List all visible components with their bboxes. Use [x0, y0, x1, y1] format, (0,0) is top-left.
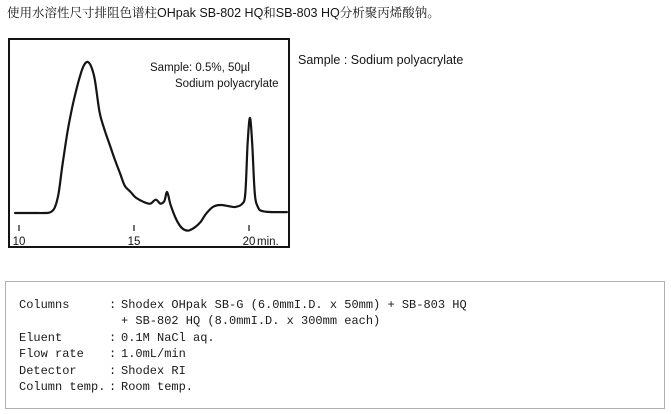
spec-label: Columns: [19, 298, 70, 312]
spec-separator: :: [109, 298, 117, 312]
spec-value: Room temp.: [121, 379, 194, 394]
spec-row-columns: [19, 297, 664, 313]
page-title: 使用水溶性尺寸排阻色谱柱OHpak SB-802 HQ和SB-803 HQ分析聚丙烯酸钠。: [7, 6, 440, 20]
spec-separator: :: [109, 363, 117, 378]
spec-value: Shodex RI: [121, 363, 186, 378]
spec-table: [5, 281, 665, 409]
chart-sample-annotation-line1: Sample: 0.5%, 50µl: [150, 62, 250, 74]
spec-label: Column temp.: [19, 379, 106, 394]
chromatogram-figure: [8, 38, 290, 248]
sample-note: Sample : Sodium polyacrylate: [298, 53, 464, 67]
spec-separator: :: [109, 330, 117, 345]
spec-value: Shodex OHpak SB-G (6.0mmI.D. x 50mm) + SB-803 HQ: [121, 298, 467, 312]
x-axis-unit-label: min.: [257, 236, 279, 246]
spec-row-columns-continued: [19, 313, 664, 329]
spec-label: Flow rate: [19, 347, 84, 362]
chart-sample-annotation-line2: Sodium polyacrylate: [175, 78, 279, 90]
spec-label: Eluent: [19, 330, 63, 345]
spec-row-column-temp: [19, 379, 664, 395]
x-axis-tick-label: 20: [242, 236, 256, 246]
spec-row-eluent: [19, 330, 664, 346]
x-axis-tick-label: 15: [127, 236, 141, 246]
spec-separator: :: [109, 379, 117, 394]
spec-separator: :: [109, 347, 117, 362]
spec-value: + SB-802 HQ (8.0mmI.D. x 300mm each): [121, 314, 381, 329]
spec-value: 0.1M NaCl aq.: [121, 330, 215, 345]
x-axis-tick-label: 10: [12, 236, 26, 246]
spec-row-detector: [19, 363, 664, 379]
spec-value: 1.0mL/min: [121, 347, 186, 362]
spec-row-flow-rate: [19, 346, 664, 362]
spec-label: Detector: [19, 363, 77, 378]
